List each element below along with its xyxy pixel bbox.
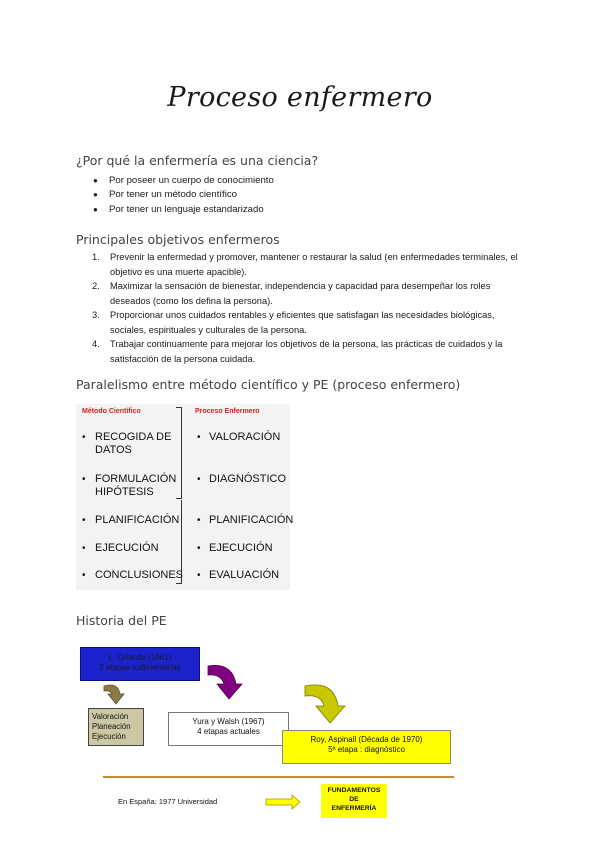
nursing-step: EVALUACIÓN (209, 569, 280, 581)
box-line: DE (349, 796, 359, 803)
section-heading-objectives: Principales objetivos enfermeros (76, 232, 280, 247)
nursing-step: PLANIFICACIÓN (209, 514, 294, 526)
nursing-step: VALORACIÓN (209, 431, 281, 443)
box-line: 4 etapas actuales (197, 727, 260, 736)
bullet-icon: • (197, 543, 201, 554)
scientific-method-header: Método Científico (82, 408, 141, 415)
bullet-dot-icon: ● (93, 190, 98, 200)
box-line: 3 etapas rudimentarias (99, 663, 181, 672)
bullet-icon: • (82, 570, 86, 581)
box-line: Roy, Aspinall (Década de 1970) (310, 735, 423, 744)
box-line: Yura y Walsh (1967) (192, 717, 265, 726)
bullet-icon: • (197, 515, 201, 526)
list-item: ● Por tener un lenguaje estandarizado (93, 203, 274, 217)
nursing-step: DIAGNÓSTICO (209, 473, 287, 485)
roy-aspinall-box (282, 730, 451, 764)
list-item: 1. Prevenir la enfermedad y promover, mantener o restaurar la salud (en enfermedades terminales, el objetivo es una muerte apacible). (92, 252, 518, 277)
bullet-icon: • (82, 543, 86, 554)
nursing-step: EJECUCIÓN (209, 542, 273, 554)
scientific-step: CONCLUSIONES (95, 569, 184, 581)
yura-walsh-box (168, 712, 289, 746)
orlando-box (80, 647, 200, 681)
bullet-icon: • (82, 474, 86, 485)
list-item: 3. Proporcionar unos cuidados rentables y eficientes que satisfagan las necesidades biológicas, sociales, espirituales y culturales de la persona. (92, 310, 495, 335)
scientific-step: FORMULACIÓN HIPÓTESIS (95, 473, 177, 498)
curved-arrow-icon (104, 685, 124, 704)
list-item: ● Por poseer un cuerpo de conocimiento (93, 174, 274, 188)
curved-arrow-icon (208, 665, 242, 699)
list-item: ● Por tener un método científico (93, 188, 274, 202)
list-item: 2. Maximizar la sensación de bienestar, independencia y capacidad para desempeñar los roles deseados (como los defina la persona). (92, 281, 491, 306)
box-line: ENFERMERÍA (331, 805, 377, 812)
scientific-step: EJECUCIÓN (95, 542, 159, 554)
bullet-icon: • (197, 474, 201, 485)
box-line: 5ª etapa : diagnóstico (328, 745, 405, 754)
box-line: L. Orlando (1961) (108, 653, 172, 662)
scientific-step: PLANIFICACIÓN (95, 514, 180, 526)
section-heading-parallel: Paralelismo entre método científico y PE (proceso enfermero) (76, 377, 461, 392)
box-line: Ejecución (92, 732, 126, 741)
nursing-process-header: Proceso Enfermero (195, 408, 260, 415)
bullet-dot-icon: ● (93, 176, 98, 185)
bullet-icon: • (197, 432, 201, 443)
fundamentos-box (321, 784, 387, 818)
section-heading-science: ¿Por qué la enfermería es una ciencia? (76, 153, 319, 168)
early-stages-box (88, 708, 144, 746)
curved-arrow-icon (305, 685, 345, 723)
timeline-divider (103, 776, 454, 778)
bullet-icon: • (82, 515, 86, 526)
box-line: Valoración (92, 712, 129, 721)
spain-university-text: En España: 1977 Universidad (118, 797, 218, 806)
right-arrow-icon (266, 795, 300, 809)
bullet-icon: • (197, 570, 201, 581)
box-line: FUNDAMENTOS (327, 787, 381, 794)
box-line: Planeación (92, 722, 131, 731)
section-heading-history: Historia del PE (76, 613, 167, 628)
list-item: 4. Trabajar continuamente para mejorar los objetivos de la persona, las prácticas de cuidados y la satisfacción de la persona cuidada. (92, 339, 503, 364)
scientific-step: RECOGIDA DE DATOS (95, 431, 172, 456)
bullet-dot-icon: ● (93, 204, 98, 214)
bullet-icon: • (82, 432, 86, 443)
page-title: Proceso enfermero (167, 82, 433, 113)
